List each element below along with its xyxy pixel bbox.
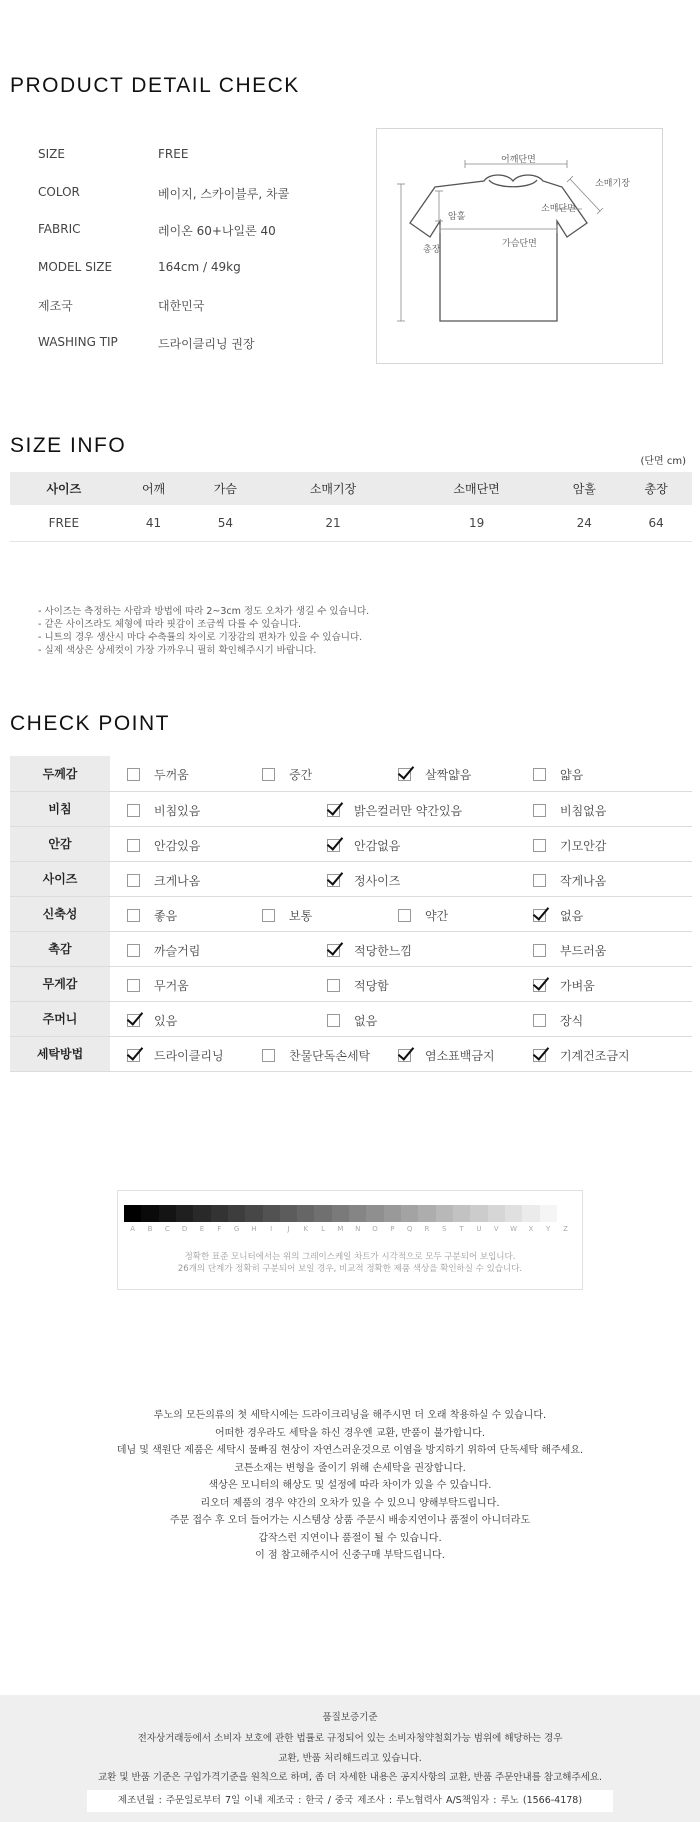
size-info-title: SIZE INFO (10, 434, 127, 457)
check-label: 무게감 (10, 966, 110, 1001)
check-options (110, 896, 692, 931)
size-table-header (10, 472, 692, 505)
check-option (127, 907, 177, 924)
check-point-table (10, 756, 692, 1072)
checkbox-checked-icon[interactable] (127, 1049, 140, 1062)
gray-swatch (401, 1205, 418, 1222)
check-label: 안감 (10, 826, 110, 861)
gray-desc-line: 26개의 단계가 정확히 구분되어 보일 경우, 비교적 정확한 제품 색상을 확인하실 수 있습니다. (177, 1264, 523, 1274)
check-option (327, 802, 462, 819)
gray-swatch (263, 1205, 280, 1222)
size-row (10, 505, 692, 541)
check-option-label: 적당함 (354, 978, 389, 993)
gray-letter: I (270, 1225, 273, 1233)
check-options (110, 791, 692, 826)
care-line: 이 점 참고해주시어 신중구매 부탁드립니다. (255, 1550, 445, 1561)
checkbox-checked-icon[interactable] (533, 1049, 546, 1062)
check-option-label: 찬물단독손세탁 (289, 1048, 371, 1063)
check-option-label: 적당한느낌 (354, 943, 412, 958)
size-header-cell: 어깨 (118, 472, 190, 505)
gray-letter: J (287, 1225, 290, 1233)
size-header-cell: 소매단면 (405, 472, 549, 505)
size-cell: FREE (10, 505, 118, 541)
check-option (127, 837, 200, 854)
footer-line: 전자상거래등에서 소비자 보호에 관한 법률로 규정되어 있는 소비자청약철회가능 범위에 해당하는 경우 (137, 1733, 563, 1744)
check-option-label: 좋음 (154, 908, 178, 923)
spec-row (38, 147, 358, 167)
check-option-label: 없음 (560, 908, 584, 923)
note-line: - 실제 색상은 상세컷이 가장 가까우니 필히 확인해주시기 바랍니다. (38, 645, 317, 656)
gray-letter: P (390, 1225, 395, 1233)
check-option-label: 살짝얇음 (425, 768, 472, 782)
gray-swatch (245, 1205, 262, 1222)
checkbox-empty-icon[interactable] (127, 944, 140, 957)
gray-letter: V (493, 1225, 499, 1233)
quality-footer (0, 1695, 700, 1822)
size-table (10, 472, 692, 542)
gray-letter: T (459, 1225, 464, 1233)
spec-key: WASHING TIP (38, 334, 118, 349)
checkbox-empty-icon[interactable] (127, 909, 140, 922)
detail-title: PRODUCT DETAIL CHECK (10, 74, 300, 97)
checkbox-checked-icon[interactable] (327, 874, 340, 887)
checkbox-checked-icon[interactable] (533, 979, 546, 992)
gray-swatch (228, 1205, 245, 1222)
check-row (10, 756, 692, 791)
check-label: 사이즈 (10, 861, 110, 896)
size-cell: 41 (118, 505, 190, 541)
check-label: 두께감 (10, 756, 110, 791)
spec-value: 드라이클리닝 권장 (158, 336, 255, 351)
care-line: 어떠한 경우라도 세탁을 하신 경우엔 교환, 반품이 불가합니다. (214, 1427, 486, 1439)
gray-letter: U (476, 1225, 482, 1233)
check-option-label: 까슬거림 (154, 943, 201, 958)
check-option-label: 밝은컬러만 약간있음 (354, 803, 463, 818)
gray-swatch (124, 1205, 141, 1222)
check-option-label: 정사이즈 (354, 873, 401, 888)
checkbox-checked-icon[interactable] (398, 768, 411, 781)
label-chest: 가슴단면 (502, 239, 537, 249)
check-option-label: 작게나옴 (560, 873, 607, 888)
spec-key: 제조국 (38, 299, 73, 313)
care-line: 루노의 모든의류의 첫 세탁시에는 드라이크리닝을 해주시면 더 오래 착용하실 수 있습니다. (153, 1410, 547, 1421)
checkbox-checked-icon[interactable] (533, 909, 546, 922)
check-option (127, 942, 200, 959)
spec-value: 대한민국 (158, 299, 205, 313)
care-line: 리오더 제품의 경우 약간의 오차가 있을 수 있으니 양해부탁드립니다. (200, 1497, 500, 1509)
check-option-label: 안감있음 (154, 838, 201, 853)
check-option (533, 837, 606, 854)
gray-letter: E (199, 1225, 205, 1233)
spec-row (38, 297, 358, 317)
care-line: 주문 접수 후 오더 들어가는 시스템상 상품 주문시 배송지연이나 품절이 아니더라도 (169, 1515, 531, 1526)
gray-swatch (488, 1205, 505, 1222)
checkbox-empty-icon[interactable] (533, 839, 546, 852)
footer-line: 교환, 반품 처리해드리고 있습니다. (278, 1752, 422, 1764)
checkbox-empty-icon[interactable] (533, 804, 546, 817)
gray-swatch (280, 1205, 297, 1222)
gray-swatch (540, 1205, 557, 1222)
check-label: 세탁방법 (10, 1036, 110, 1071)
check-option-label: 부드러움 (560, 943, 607, 958)
check-option (327, 977, 389, 994)
spec-row (38, 222, 358, 242)
size-cell: 24 (548, 505, 620, 541)
check-option-label: 염소표백금지 (425, 1048, 495, 1063)
spec-key: SIZE (38, 147, 65, 161)
check-option (262, 1047, 370, 1064)
gray-letter: Q (406, 1225, 413, 1233)
check-option (127, 1047, 224, 1064)
check-option (398, 1047, 495, 1064)
care-line: 갑작스런 지연이나 품절이 될 수 있습니다. (258, 1532, 442, 1544)
gray-letter: Y (546, 1225, 551, 1233)
checkbox-checked-icon[interactable] (398, 1049, 411, 1062)
check-option-label: 기모안감 (560, 838, 607, 853)
gray-letter: M (337, 1225, 344, 1233)
check-option (533, 1047, 630, 1064)
grayscale-description (118, 1251, 582, 1275)
gray-swatch (176, 1205, 193, 1222)
check-option-label: 중간 (289, 768, 313, 782)
size-unit: (단면 cm) (640, 456, 686, 467)
check-options (110, 1001, 692, 1036)
check-option (533, 942, 606, 959)
check-option (533, 872, 606, 889)
check-label: 비침 (10, 791, 110, 826)
check-option (127, 802, 200, 819)
size-cell: 54 (189, 505, 261, 541)
check-point-title: CHECK POINT (10, 712, 171, 735)
spec-key: COLOR (38, 184, 80, 199)
size-cell: 21 (261, 505, 405, 541)
check-option-label: 안감없음 (354, 838, 401, 853)
check-options (110, 931, 692, 966)
grayscale-chart (117, 1190, 583, 1290)
care-line: 코튼소재는 변형을 줄이기 위해 손세탁을 권장합니다. (234, 1462, 466, 1474)
check-options (110, 861, 692, 896)
spec-row (38, 260, 358, 280)
check-option-label: 드라이클리닝 (154, 1048, 224, 1063)
check-option-label: 가벼움 (560, 978, 595, 993)
spec-key: FABRIC (38, 222, 81, 236)
gray-letter: F (217, 1225, 222, 1233)
check-label: 촉감 (10, 931, 110, 966)
check-option-label: 비침없음 (560, 803, 607, 818)
check-option-label: 기계건조금지 (560, 1048, 630, 1063)
check-option-label: 크게나옴 (154, 873, 201, 888)
check-option-label: 장식 (560, 1013, 584, 1028)
label-sleeve-length: 소매기장 (595, 179, 630, 189)
check-row (10, 791, 692, 826)
gray-swatch (470, 1205, 487, 1222)
size-header-cell: 암홀 (548, 472, 620, 505)
checkbox-empty-icon[interactable] (262, 1049, 275, 1062)
gray-letter: L (321, 1225, 326, 1233)
gray-swatch (193, 1205, 210, 1222)
checkbox-checked-icon[interactable] (127, 1014, 140, 1027)
gray-swatch (522, 1205, 539, 1222)
size-header-cell: 가슴 (189, 472, 261, 505)
spec-value: FREE (158, 147, 189, 161)
check-option (262, 907, 312, 924)
footer-info: 제조년월 : 주문일로부터 7일 이내 제조국 : 한국 / 중국 제조사 : 루노협력사 A/S책임자 : 루노 (1566-4178) (87, 1790, 613, 1812)
check-option (262, 766, 312, 783)
gray-letter: D (181, 1225, 188, 1233)
check-options (110, 966, 692, 1001)
check-option-label: 얇음 (560, 768, 584, 782)
checkbox-checked-icon[interactable] (327, 839, 340, 852)
note-line: - 니트의 경우 생산시 마다 수축률의 차이로 기장감의 편차가 있을 수 있습니다. (38, 632, 363, 643)
care-line: 데님 및 색원단 제품은 세탁시 물빠짐 현상이 자연스러운것으로 이염을 방지하기 위하여 단독세탁 해주세요. (116, 1445, 584, 1456)
gray-swatch (505, 1205, 522, 1222)
note-line: - 같은 사이즈라도 체형에 따라 핏감이 조금씩 다를 수 있습니다. (38, 619, 302, 630)
check-option (127, 977, 189, 994)
spec-key: MODEL SIZE (38, 259, 113, 274)
check-option (327, 872, 400, 889)
check-option-label: 무거움 (154, 978, 189, 993)
checkbox-empty-icon[interactable] (327, 1014, 340, 1027)
check-option (127, 1012, 177, 1029)
gray-swatch (314, 1205, 331, 1222)
checkbox-empty-icon[interactable] (127, 839, 140, 852)
gray-swatch (557, 1205, 574, 1222)
gray-swatch (366, 1205, 383, 1222)
gray-swatch (384, 1205, 401, 1222)
gray-desc-line: 정확한 표준 모니터에서는 위의 그레이스케일 차트가 시각적으로 모두 구분되어 보입니다. (184, 1252, 516, 1262)
check-options (110, 826, 692, 861)
checkbox-empty-icon[interactable] (533, 768, 546, 781)
grayscale-letters (124, 1225, 574, 1233)
gray-letter: N (355, 1225, 361, 1233)
gray-letter: G (233, 1225, 240, 1233)
checkbox-empty-icon[interactable] (127, 804, 140, 817)
check-option-label: 보통 (289, 908, 313, 923)
check-option (327, 837, 400, 854)
label-armhole: 암홀 (448, 212, 466, 222)
check-option (398, 766, 471, 783)
checkbox-checked-icon[interactable] (327, 944, 340, 957)
check-option (327, 1012, 377, 1029)
check-option-label: 비침있음 (154, 803, 201, 818)
check-option-label: 약간 (425, 908, 449, 923)
check-option (127, 872, 200, 889)
check-option (533, 802, 606, 819)
size-notes (38, 605, 369, 657)
check-row (10, 1001, 692, 1036)
checkbox-empty-icon[interactable] (127, 979, 140, 992)
check-row (10, 1036, 692, 1071)
checkbox-empty-icon[interactable] (533, 944, 546, 957)
check-option (533, 1012, 583, 1029)
checkbox-empty-icon[interactable] (327, 979, 340, 992)
checkbox-checked-icon[interactable] (327, 804, 340, 817)
check-row (10, 896, 692, 931)
check-option (533, 977, 595, 994)
checkbox-empty-icon[interactable] (262, 909, 275, 922)
size-diagram (376, 128, 663, 364)
check-option-label: 없음 (354, 1013, 378, 1028)
gray-letter: C (164, 1225, 170, 1233)
gray-letter: X (528, 1225, 534, 1233)
checkbox-empty-icon[interactable] (533, 874, 546, 887)
grayscale-swatches (124, 1205, 574, 1222)
check-option (127, 766, 189, 783)
check-option-label: 있음 (154, 1013, 178, 1028)
gray-letter: W (510, 1225, 517, 1233)
check-row (10, 931, 692, 966)
gray-swatch (297, 1205, 314, 1222)
size-header-cell: 총장 (620, 472, 692, 505)
check-option-label: 두꺼움 (154, 768, 189, 782)
spec-row (38, 335, 358, 355)
spec-value: 레이온 60+나일론 40 (158, 224, 276, 238)
care-line: 색상은 모니터의 해상도 및 설정에 따라 차이가 있을 수 있습니다. (208, 1480, 492, 1491)
checkbox-empty-icon[interactable] (127, 768, 140, 781)
check-option (533, 907, 583, 924)
check-option (398, 907, 448, 924)
gray-swatch (159, 1205, 176, 1222)
gray-swatch (211, 1205, 228, 1222)
size-cell: 19 (405, 505, 549, 541)
check-options (110, 756, 692, 791)
gray-swatch (141, 1205, 158, 1222)
label-sleeve-width: 소매단면 (541, 204, 576, 214)
size-header-cell: 사이즈 (10, 472, 118, 505)
size-cell: 64 (620, 505, 692, 541)
gray-letter: H (251, 1225, 257, 1233)
check-label: 신축성 (10, 896, 110, 931)
check-label: 주머니 (10, 1001, 110, 1036)
note-line: - 사이즈는 측정하는 사람과 방법에 따라 2~3cm 정도 오차가 생길 수 있습니다. (38, 606, 370, 617)
check-option (327, 942, 412, 959)
gray-letter: O (372, 1225, 378, 1233)
check-option (533, 766, 583, 783)
footer-line: 교환 및 반품 기준은 구입가격기준을 원칙으로 하며, 좀 더 자세한 내용은 공지사항의 교환, 반품 주문안내를 참고해주세요. (97, 1772, 603, 1783)
gray-letter: A (130, 1225, 136, 1233)
footer-title: 품질보증기준 (322, 1712, 378, 1723)
care-notice (0, 1407, 700, 1565)
size-header-cell: 소매기장 (261, 472, 405, 505)
check-options (110, 1036, 692, 1071)
checkbox-empty-icon[interactable] (127, 874, 140, 887)
gray-letter: K (303, 1225, 309, 1233)
gray-swatch (436, 1205, 453, 1222)
gray-letter: S (442, 1225, 447, 1233)
gray-swatch (453, 1205, 470, 1222)
check-row (10, 826, 692, 861)
gray-swatch (349, 1205, 366, 1222)
gray-letter: R (424, 1225, 430, 1233)
gray-letter: B (147, 1225, 153, 1233)
footer-text (0, 1729, 700, 1788)
spec-value: 164cm / 49kg (158, 259, 241, 274)
label-length: 총장 (423, 245, 441, 255)
check-row (10, 966, 692, 1001)
label-shoulder: 어깨단면 (501, 155, 536, 165)
checkbox-empty-icon[interactable] (533, 1014, 546, 1027)
checkbox-empty-icon[interactable] (262, 768, 275, 781)
checkbox-empty-icon[interactable] (398, 909, 411, 922)
gray-swatch (332, 1205, 349, 1222)
gray-letter: Z (563, 1225, 568, 1233)
spec-row (38, 185, 358, 205)
spec-value: 베이지, 스카이블루, 차콜 (158, 186, 290, 201)
check-row (10, 861, 692, 896)
gray-swatch (418, 1205, 435, 1222)
